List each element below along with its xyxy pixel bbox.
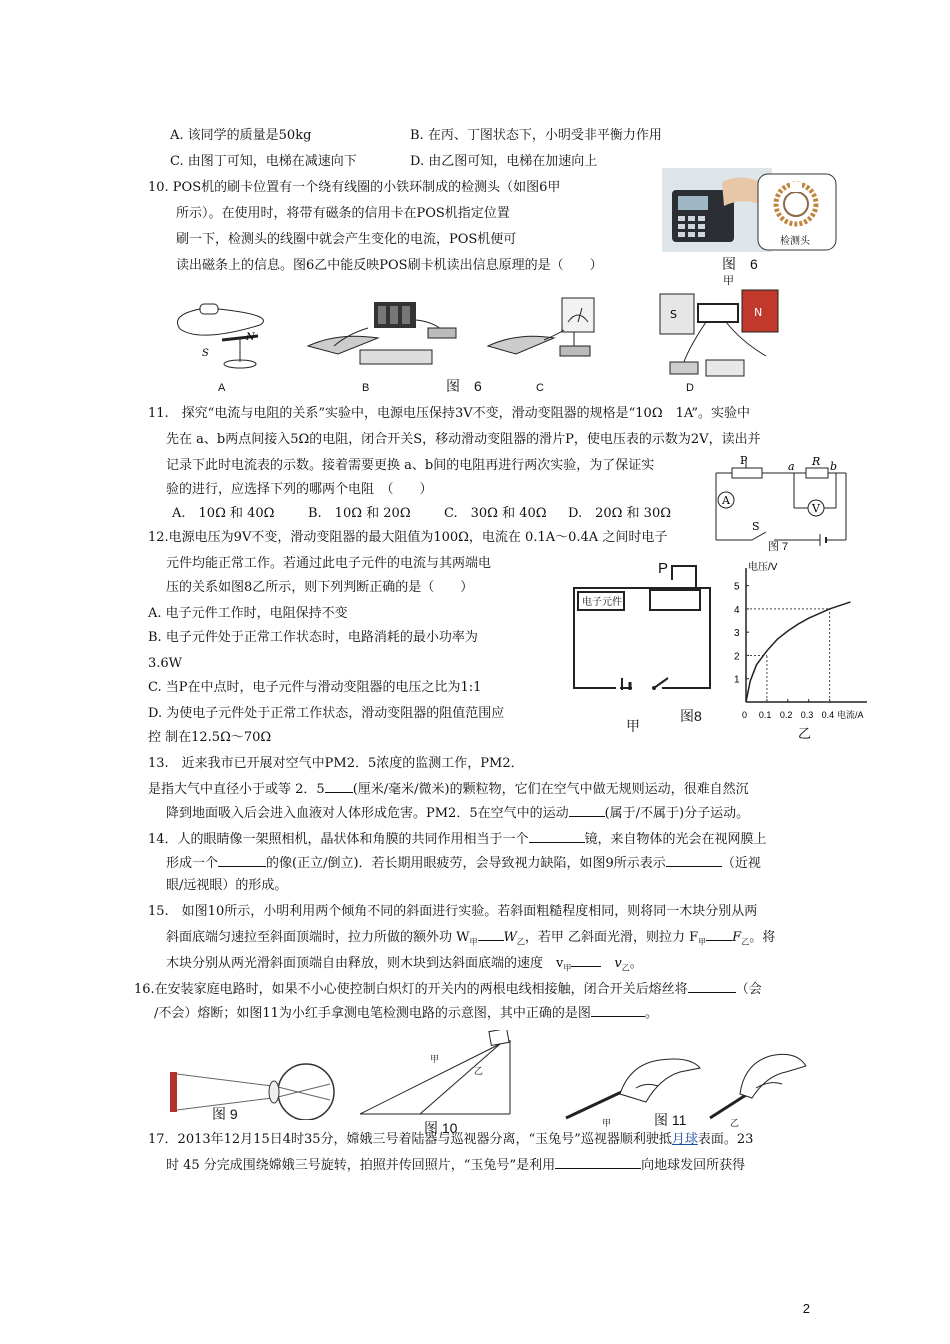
q15-blank-work[interactable] <box>478 928 504 941</box>
fig7-label-b: b <box>830 460 838 473</box>
figure-8-caption: 图8 <box>680 708 702 724</box>
electronic-component-label: 电子元件 <box>582 597 622 608</box>
q16-blank-fuse[interactable] <box>688 980 736 993</box>
option-a-label: A <box>218 382 226 394</box>
page-number: 2 <box>802 1301 810 1316</box>
q15-line-2-e: 。将 <box>749 930 776 945</box>
q13-blank-molecular[interactable] <box>569 804 605 817</box>
figure-10-yi-label: 乙 <box>474 1066 484 1076</box>
option-c-label: C <box>536 382 544 394</box>
x-tick-label: 0.2 <box>779 710 793 720</box>
fig8-slider-P: P <box>658 560 669 577</box>
fig7-label-R: R <box>812 455 821 468</box>
figure-11-caption: 图 11 <box>654 1112 687 1128</box>
q17-line-2 <box>166 1156 745 1174</box>
figure-6-caption: 图 6 <box>722 256 758 272</box>
x-tick-label: 0.3 <box>800 710 814 720</box>
q14-line-2 <box>166 854 761 872</box>
q15-sub-yi-2: 乙 <box>741 937 750 947</box>
q13-line-3-b: (属于/不属于)分子运动。 <box>604 806 750 821</box>
q15-line-2-d: F <box>732 930 742 945</box>
q12-option-b-line1: B. 电子元件处于正常工作状态时，电路消耗的最小功率为 <box>148 630 478 645</box>
q14-line-1-a: 14．人的眼睛像一架照相机，晶状体和角膜的共同作用相当于一个 <box>148 832 529 847</box>
q17-line-1-a: 17．2013年12月15日4时35分，嫦娥三号着陆器与巡视器分离，“玉兔号”巡视器顺利驶抵 <box>148 1132 672 1147</box>
q10-line-3: 刷一下，检测头的线圈中就会产生变化的电流，POS机便可 <box>176 232 517 247</box>
q15-line-3 <box>166 954 643 977</box>
q9-option-c: C. 由图丁可知，电梯在减速向下 <box>170 154 357 169</box>
option-b-label: B <box>362 382 370 394</box>
q12-option-b-line2: 3.6W <box>148 656 183 671</box>
q10-line-2: 所示）。在使用时，将带有磁条的信用卡在POS机指定位置 <box>176 206 510 221</box>
q16-line-1-b: （会 <box>735 982 762 997</box>
q12-option-c: C. 当P在中点时，电子元件与滑动变阻器的电压之比为1:1 <box>148 680 482 695</box>
q16-blank-figure[interactable] <box>591 1004 645 1017</box>
figure-10-jia-label: 甲 <box>430 1054 440 1064</box>
q16-line-2-a: /不会）熔断；如图11为小红手拿测电笔检测电路的示意图，其中正确的是图 <box>154 1006 591 1021</box>
svg-text:N: N <box>246 332 255 343</box>
q15-line-3-c: 。 <box>629 956 643 971</box>
q10-line-4: 读出磁条上的信息。图6乙中能反映POS刷卡机读出信息原理的是（ ） <box>176 258 603 273</box>
q17-line-1-b: 表面。23 <box>697 1132 754 1147</box>
q15-line-1: 15. 如图10所示，小明利用两个倾角不同的斜面进行实验。若斜面粗糙程度相同，则将同一木块分别从两 <box>148 904 758 919</box>
figure-10-caption: 图 10 <box>424 1120 458 1136</box>
q14-blank-vision[interactable] <box>666 854 722 867</box>
q11-line-2: 先在 a、b两点间接入5Ω的电阻，闭合开关S，移动滑动变阻器的滑片P，使电压表的示数为2V，读出并 <box>166 432 761 447</box>
q16-line-1 <box>134 980 762 998</box>
q12-option-a: A. 电子元件工作时，电阻保持不变 <box>148 606 348 621</box>
q11-line-3: 记录下此时电流表的示数。接着需要更换 a、b间的电阻再进行两次实验，为了保证实 <box>166 458 655 473</box>
q16-line-2 <box>154 1004 658 1022</box>
q9-option-d: D. 由乙图可知，电梯在加速向上 <box>410 154 598 169</box>
q16-line-2-b: 。 <box>644 1006 658 1021</box>
q15-line-2-c: ，若甲 乙斜面光滑，则拉力 F <box>524 930 699 945</box>
q11-line-4: 验的进行，应选择下列的哪两个电阻 （ ） <box>166 482 433 497</box>
fig7-ammeter-A: A <box>722 494 730 507</box>
q15-sub-jia-3: 甲 <box>563 963 572 973</box>
figure-6-option-c <box>484 292 604 394</box>
option-d-label: D <box>686 382 694 394</box>
fig7-label-a: a <box>788 460 795 473</box>
q11-line-1: 11. 探究“电流与电阻的关系”实验中，电源电压保持3V不变，滑动变阻器的规格是“10Ω 1A”。实验中 <box>148 406 750 421</box>
q17-line-2-a: 时 45 分完成围绕嫦娥三号旋转，拍照并传回照片，“玉兔号”是利用 <box>166 1158 556 1173</box>
q16-line-1-a: 16.在安装家庭电路时，如果不小心使控制白炽灯的开关内的两根电线相接触，闭合开关后熔丝将 <box>134 982 688 997</box>
figure-11-yi-label: 乙 <box>730 1118 740 1128</box>
q12-option-d-line2: 控 制在12.5Ω～70Ω <box>148 730 272 745</box>
figure-7-circuit <box>712 454 858 553</box>
q13-line-3-a: 降到地面吸入后会进入血液对人体形成危害。PM2．5在空气中的运动 <box>166 806 569 821</box>
q15-blank-force[interactable] <box>706 928 732 941</box>
q15-sub-jia-2: 甲 <box>698 937 707 947</box>
q12-line-3: 压的关系如图8乙所示，则下列判断正确的是（ ） <box>166 580 474 595</box>
q15-sub-jia-1: 甲 <box>469 937 478 947</box>
q15-line-2-a: 斜面底端匀速拉至斜面顶端时，拉力所做的额外功 W <box>166 930 470 945</box>
q14-line-1 <box>148 830 767 848</box>
svg-text:N: N <box>754 306 763 319</box>
q13-line-2 <box>148 780 749 798</box>
fig7-voltmeter-V: V <box>812 502 820 515</box>
q13-line-2-b: (厘米/毫米/微米)的颗粒物，它们在空气中做无规则运动，很难自然沉 <box>352 782 749 797</box>
q14-line-2-a: 形成一个 <box>166 856 219 871</box>
q14-line-2-b: 的像(正立/倒立)．若长期用眼疲劳，会导致视力缺陷，如图9所示表示 <box>266 856 666 871</box>
figure-8-yi-chart <box>726 560 876 740</box>
q17-blank-signal[interactable] <box>555 1156 641 1169</box>
q17-line-1 <box>148 1132 753 1148</box>
q15-line-3-a: 木块分别从两光滑斜面顶端自由释放，则木块到达斜面底端的速度 v <box>166 956 564 971</box>
q9-option-a: A. 该同学的质量是50kg <box>170 128 312 143</box>
figure-8-yi-label: 乙 <box>798 726 812 740</box>
figure-7-caption: 图 7 <box>768 541 789 553</box>
y-tick-label: 3 <box>734 628 740 640</box>
figure-9-caption: 图 9 <box>212 1106 238 1122</box>
q14-line-3: 眼/远视眼）的形成。 <box>166 878 288 893</box>
q14-blank-lens[interactable] <box>529 830 585 843</box>
q15-line-3-b: v <box>614 956 622 971</box>
q14-line-1-b: 镜，来自物体的光会在视网膜上 <box>584 832 767 847</box>
figure-6-jia-pos-photo <box>662 168 842 252</box>
q10-line-1: 10. POS机的刷卡位置有一个绕有线圈的小铁环制成的检测头（如图6甲 <box>148 180 561 195</box>
q12-option-d-line1: D. 为使电子元件处于正常工作状态，滑动变阻器的阻值范围应 <box>148 706 505 721</box>
q15-line-2-b: W <box>503 930 517 945</box>
y-tick-label: 2 <box>734 651 740 663</box>
q12-line-1: 12.电源电压为9V不变，滑动变阻器的最大阻值为100Ω，电流在 0.1A～0.4A 之间时电子 <box>148 530 668 545</box>
q13-line-1: 13. 近来我市已开展对空气中PM2．5浓度的监测工作，PM2． <box>148 756 524 771</box>
figure-8-jia-label: 甲 <box>626 718 640 734</box>
q13-line-2-a: 是指大气中直径小于或等 2．5 <box>148 782 325 797</box>
figure-6-jia-label: 甲 <box>723 275 734 287</box>
q15-sub-yi-1: 乙 <box>516 937 525 947</box>
q12-line-2: 元件均能正常工作。若通过此电子元件的电流与其两端电 <box>166 556 492 571</box>
figure-6-yi-caption: 图 6 <box>446 378 482 394</box>
svg-text:S: S <box>202 348 209 359</box>
series-line-ui <box>746 602 851 702</box>
figure-11-jia-label: 甲 <box>602 1118 612 1128</box>
fig7-switch-S: S <box>752 520 760 533</box>
y-tick-label: 1 <box>734 674 740 686</box>
moon-link[interactable]: 月球 <box>671 1132 698 1147</box>
figure-6-option-d <box>656 282 786 394</box>
q15-line-2 <box>166 928 775 951</box>
q9-option-b: B. 在丙、丁图状态下，小明受非平衡力作用 <box>410 128 662 143</box>
q13-line-3 <box>166 804 749 822</box>
figure-10-inclines <box>360 1030 520 1120</box>
x-tick-label: 0.1 <box>758 710 772 720</box>
q11-option-a: A. 10Ω 和 40Ω <box>172 506 275 521</box>
y-tick-label: 4 <box>734 604 740 616</box>
q13-blank-unit[interactable] <box>325 780 353 793</box>
q15-blank-speed[interactable] <box>571 954 601 967</box>
figure-6-option-a <box>168 298 278 394</box>
q15-sub-yi-3: 乙 <box>621 963 630 973</box>
q17-line-2-b: 向地球发回所获得 <box>641 1158 746 1173</box>
q11-option-b: B. 10Ω 和 20Ω <box>308 506 411 521</box>
y-tick-label: 5 <box>734 581 740 593</box>
x-axis-label: 电流/A <box>837 710 864 720</box>
q14-line-2-c: （近视 <box>721 856 761 871</box>
q11-option-c: C. 30Ω 和 40Ω <box>444 506 547 521</box>
q14-blank-image[interactable] <box>218 854 266 867</box>
figure-9-eye-diagram <box>166 1060 346 1120</box>
svg-text:S: S <box>670 308 677 321</box>
fig7-label-P: P <box>740 454 748 467</box>
x-tick-label: 0 <box>742 710 748 720</box>
detection-head-label: 检测头 <box>780 236 810 247</box>
q11-option-d: D. 20Ω 和 30Ω <box>568 506 671 521</box>
y-axis-label: 电压/V <box>748 562 778 573</box>
x-tick-label: 0.4 <box>821 710 835 720</box>
